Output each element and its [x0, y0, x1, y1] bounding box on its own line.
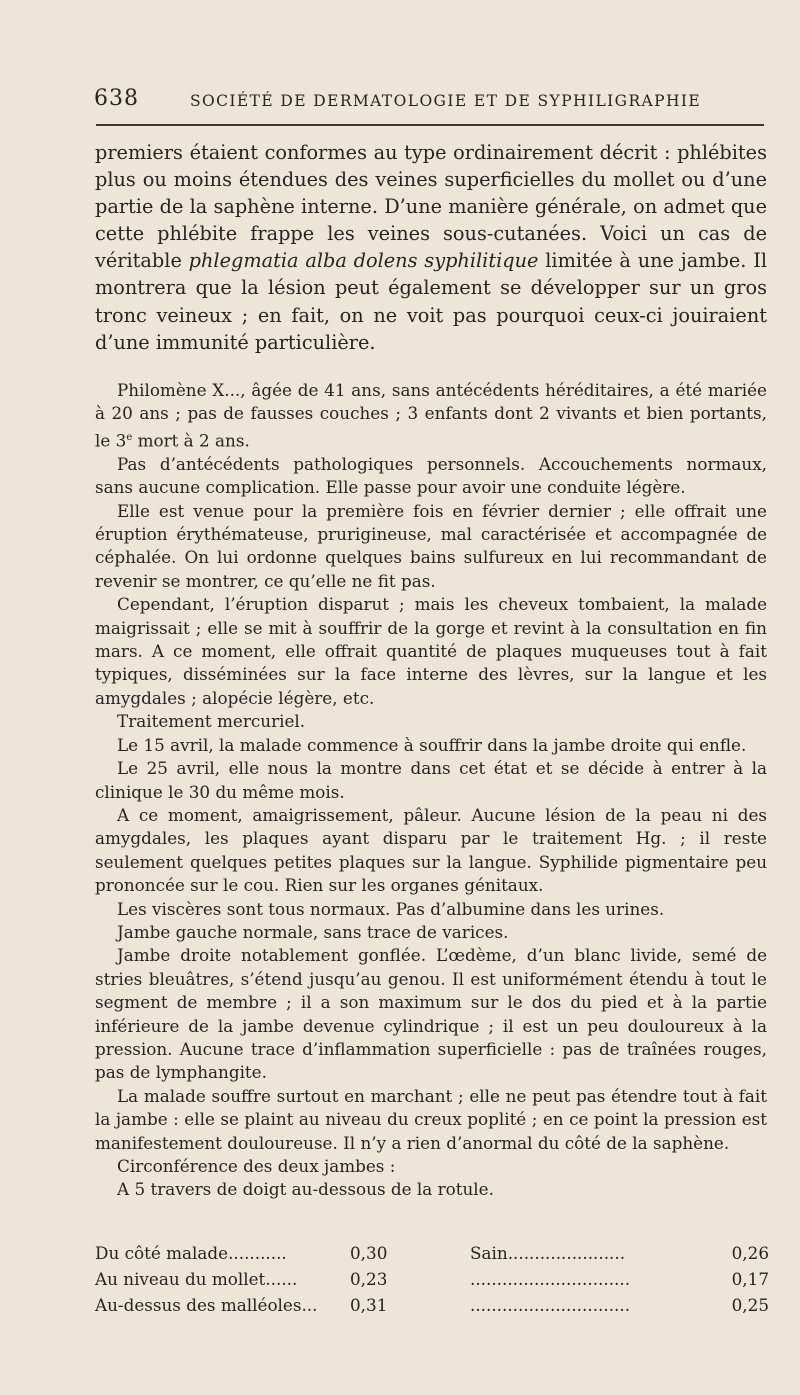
- measure-value: 0,31: [350, 1295, 388, 1315]
- observation-paragraph: Le 25 avril, elle nous la montre dans cet état et se décide à entrer à la clinique le 30 du même mois.: [95, 758, 767, 802]
- measure-label: Au niveau du mollet......: [95, 1269, 298, 1289]
- measure-value: 0,23: [350, 1269, 388, 1289]
- page-header: [60, 86, 772, 116]
- side-label: Sain......................: [470, 1243, 626, 1263]
- measure-label: Au-dessus des malléoles...: [95, 1295, 318, 1315]
- side-label: ..............................: [470, 1269, 631, 1289]
- measurements-table: [95, 1243, 769, 1321]
- observation-paragraph: Le 15 avril, la malade commence à souffrir dans la jambe droite qui enfle.: [117, 734, 747, 755]
- intro-italic-term: phlegmatia alba dolens syphilitique: [188, 249, 539, 273]
- measure-value: 0,30: [350, 1243, 388, 1263]
- observation-paragraph: Circonférence des deux jambes :: [117, 1156, 396, 1176]
- observation-paragraph: Traitement mercuriel.: [117, 711, 306, 732]
- side-label: ..............................: [470, 1295, 631, 1315]
- observation-section: [95, 379, 767, 1202]
- observation-paragraph: La malade souffre surtout en marchant ; elle ne peut pas étendre tout à fait la jambe : elle se plaint au niveau du creux poplité ; en ce point la pression est manifestement douloureuse. Il n’y a rien d’anormal du côté de la saphène.: [95, 1085, 767, 1153]
- observation-paragraph: A ce moment, amaigrissement, pâleur. Aucune lésion de la peau ni des amygdales, les plaques ayant disparu par le traitement Hg. ; il reste seulement quelques petites plaques sur la langue. Syphilide pigmentaire peu prononcée sur le cou. Rien sur les organes génitaux.: [95, 804, 767, 896]
- observation-paragraph: A 5 travers de doigt au-dessous de la rotule.: [117, 1179, 494, 1200]
- header-rule: [96, 124, 764, 126]
- intro-text-end: limitée à une jambe. Il montrera que la lésion peut également se développer sur un gros tronc veineux ; en fait, on ne voit pas pourquoi ceux-ci jouiraient d’une immunité particulière.: [95, 249, 768, 354]
- intro-paragraph: [95, 139, 767, 356]
- running-head: SOCIÉTÉ DE DERMATOLOGIE ET DE SYPHILIGRAPHIE: [190, 92, 702, 110]
- observation-text: mort à 2 ans.: [132, 430, 250, 451]
- table-row: [95, 1243, 769, 1269]
- observation-paragraph: Jambe droite notablement gonflée. L’œdème, d’un blanc livide, semé de stries bleuâtres, s’étend jusqu’au genou. Il est uniformément étendu à tout le segment de membre ; il a son maximum sur le dos du pied et à la partie inférieure de la jambe devenue cylindrique ; il est un peu douloureux à la pression. Aucune trace d’inflammation superficielle : pas de traînées rouges, pas de lymphangite.: [95, 945, 767, 1083]
- measure-label: Du côté malade...........: [95, 1243, 287, 1263]
- observation-paragraph: Jambe gauche normale, sans trace de varices.: [117, 921, 509, 942]
- side-value: 0,26: [731, 1243, 769, 1263]
- observation-paragraph: [95, 379, 767, 453]
- observation-paragraph: Pas d’antécédents pathologiques personnels. Accouchements normaux, sans aucune complication. Elle passe pour avoir une conduite légère.: [95, 453, 767, 498]
- page-number: 638: [94, 86, 139, 111]
- intro-text-start: premiers étaient conformes au type ordinairement décrit : phlébites plus ou moins étendues des veines superficielles du mollet ou d’une partie de la saphène interne. D’une manière générale, on admet que cette phlébite frappe les veines sous-cutanées. Voici un cas de véritable: [95, 141, 767, 273]
- observation-text: Philomène X..., âgée de 41 ans, sans antécédents héréditaires, a été mariée à 20 ans ; pas de fausses couches ; 3 enfants dont 2 vivants et bien portants, le 3: [95, 380, 767, 451]
- side-value: 0,25: [731, 1295, 769, 1315]
- observation-paragraph: Cependant, l’éruption disparut ; mais les cheveux tombaient, la malade maigrissait ; elle se mit à souffrir de la gorge et revint à la consultation en fin mars. A ce moment, elle offrait quantité de plaques muqueuses tout à fait typiques, disséminées sur la face interne des lèvres, sur la langue et les amygdales ; alopécie légère, etc.: [95, 594, 767, 708]
- side-value: 0,17: [731, 1269, 769, 1289]
- table-row: [95, 1295, 769, 1321]
- observation-paragraph: Les viscères sont tous normaux. Pas d’albumine dans les urines.: [117, 898, 665, 919]
- observation-paragraph: Elle est venue pour la première fois en février dernier ; elle offrait une éruption érythémateuse, prurigineuse, mal caractérisée et accompagnée de céphalée. On lui ordonne quelques bains sulfureux en lui recommandant de revenir se montrer, ce qu’elle ne fit pas.: [95, 500, 767, 591]
- superscript: e: [126, 431, 133, 443]
- table-row: [95, 1269, 769, 1295]
